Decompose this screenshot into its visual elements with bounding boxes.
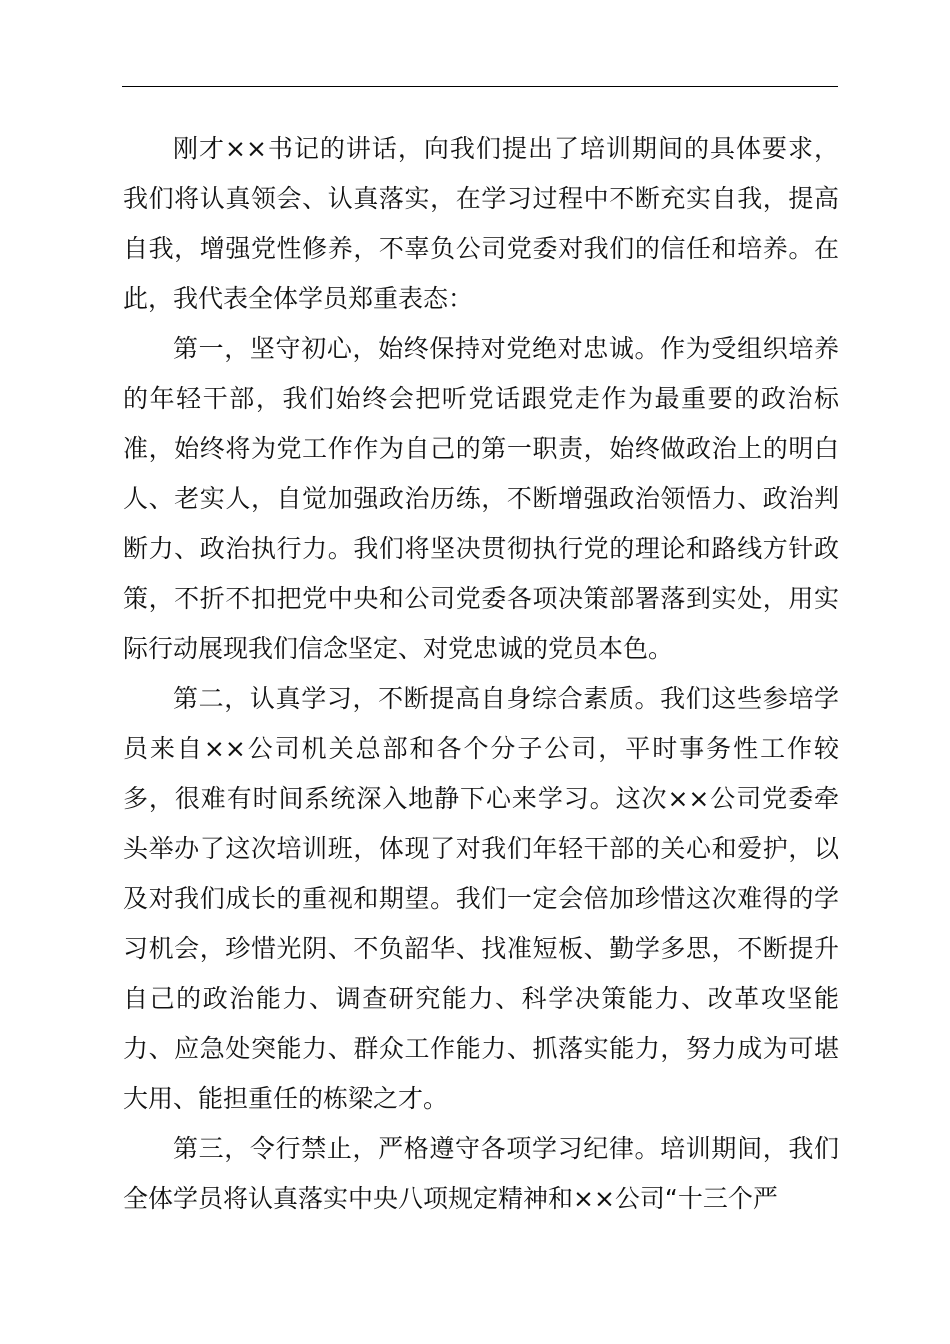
paragraph-intro: 刚才××书记的讲话，向我们提出了培训期间的具体要求，我们将认真领会、认真落实，在学习过程中不断充实自我，提高自我，增强党性修养，不辜负公司党委对我们的信任和培养。在此，我代表全体学员郑重表态： <box>123 134 839 313</box>
paragraph-second-point: 第二，认真学习，不断提高自身综合素质。我们这些参培学员来自××公司机关总部和各个分子公司，平时事务性工作较多，很难有时间系统深入地静下心来学习。这次××公司党委牵头举办了这次培训班，体现了对我们年轻干部的关心和爱护，以及对我们成长的重视和期望。我们一定会倍加珍惜这次难得的学习机会，珍惜光阴、不负韶华、找准短板、勤学多思，不断提升自己的政治能力、调查研究能力、科学决策能力、改革攻坚能力、应急处突能力、群众工作能力、抓落实能力，努力成为可堪大用、能担重任的栋梁之才。 <box>123 684 839 1113</box>
document-body <box>123 124 839 1224</box>
paragraph-first-point: 第一，坚守初心，始终保持对党绝对忠诚。作为受组织培养的年轻干部，我们始终会把听党话跟党走作为最重要的政治标准，始终将为党工作作为自己的第一职责，始终做政治上的明白人、老实人，自觉加强政治历练，不断增强政治领悟力、政治判断力、政治执行力。我们将坚决贯彻执行党的理论和路线方针政策，不折不扣把党中央和公司党委各项决策部署落到实处，用实际行动展现我们信念坚定、对党忠诚的党员本色。 <box>123 334 839 663</box>
paragraph-third-point: 第三，令行禁止，严格遵守各项学习纪律。培训期间，我们全体学员将认真落实中央八项规定精神和××公司“十三个严 <box>123 1134 839 1213</box>
header-rule <box>122 86 838 87</box>
